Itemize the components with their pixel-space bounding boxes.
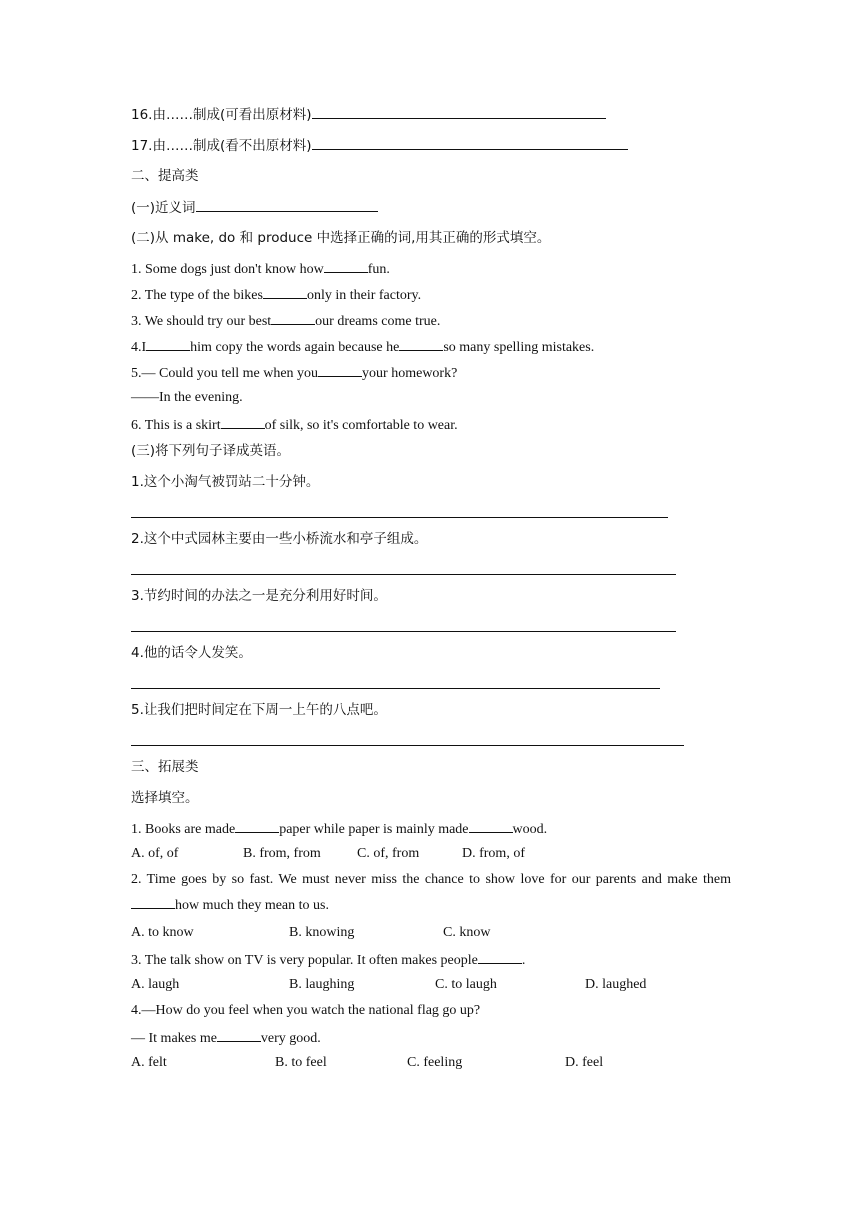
item-16-blank: [312, 105, 606, 119]
translate-5-answer-line: [131, 745, 684, 746]
c1-option-a: A. of, of: [131, 846, 179, 861]
translate-1-answer-line: [131, 517, 668, 518]
c3-text-a: 3. The talk show on TV is very popular. It often makes people: [131, 953, 478, 968]
section-3-instruction: 选择填空。: [131, 790, 199, 806]
c1-option-c: C. of, from: [357, 846, 420, 861]
q3-text-a: 3. We should try our best: [131, 314, 272, 329]
fill-question-6: [131, 415, 458, 435]
c3-option-c: C. to laugh: [435, 977, 497, 992]
c3-blank: [478, 950, 522, 964]
c4-option-a: A. felt: [131, 1055, 167, 1070]
part-3-instruction: (三)将下列句子译成英语。: [131, 443, 291, 459]
q3-blank: [271, 311, 315, 325]
q5-blank: [318, 363, 362, 377]
synonym-item: [131, 198, 378, 217]
c4-option-b: B. to feel: [275, 1055, 327, 1070]
q6-blank: [221, 415, 265, 429]
c2-text-b: how much they mean to us.: [175, 898, 329, 913]
item-17-blank: [312, 136, 628, 150]
q5-text-b: your homework?: [362, 366, 458, 381]
c1-blank-2: [469, 819, 513, 833]
translate-4-answer-line: [131, 688, 660, 689]
c3-text-b: .: [521, 953, 526, 968]
c1-option-b: B. from, from: [243, 846, 321, 861]
item-16-text: 16.由……制成(可看出原材料): [131, 107, 312, 123]
choice-question-4-reply: [131, 1028, 321, 1048]
q1-text-b: fun.: [367, 262, 390, 277]
c1-text-a: 1. Books are made: [131, 822, 236, 837]
c2-option-a: A. to know: [131, 925, 194, 940]
c2-text-a: 2. Time goes by so fast. We must never miss the chance to show love for our parents and make them: [131, 872, 731, 887]
c1-blank-1: [235, 819, 279, 833]
q2-text-b: only in their factory.: [306, 288, 422, 303]
c4-blank: [217, 1028, 261, 1042]
translate-5: 5.让我们把时间定在下周一上午的八点吧。: [131, 702, 387, 718]
c3-option-d: D. laughed: [585, 977, 647, 992]
choice-question-1: [131, 819, 547, 839]
section-2-heading: 二、提高类: [131, 168, 199, 184]
translate-2-answer-line: [131, 574, 676, 575]
choice-question-2: [131, 867, 731, 919]
q4-text-c: so many spelling mistakes.: [443, 340, 595, 355]
q5-text-a: 5.— Could you tell me when you: [131, 366, 319, 381]
section-3-heading: 三、拓展类: [131, 759, 199, 775]
q3-text-b: our dreams come true.: [315, 314, 441, 329]
choice-question-4: 4.—How do you feel when you watch the national flag go up?: [131, 1003, 481, 1018]
choice-question-3: [131, 950, 525, 970]
translate-3-answer-line: [131, 631, 676, 632]
fill-question-5-answer: ——In the evening.: [131, 390, 243, 405]
q4-blank-2: [399, 337, 443, 351]
q4-text-a: 4.I: [131, 340, 147, 355]
q6-text-a: 6. This is a skirt: [131, 418, 221, 433]
c4-option-d: D. feel: [565, 1055, 604, 1070]
c2-option-c: C. know: [443, 925, 491, 940]
c2-blank: [131, 895, 175, 909]
c4-text-c: very good.: [260, 1031, 321, 1046]
fill-question-3: [131, 311, 440, 331]
c2-option-b: B. knowing: [289, 925, 355, 940]
fill-question-1: [131, 259, 390, 279]
fill-question-4: [131, 337, 594, 357]
c1-text-c: wood.: [512, 822, 548, 837]
c4-option-c: C. feeling: [407, 1055, 463, 1070]
translate-2: 2.这个中式园林主要由一些小桥流水和亭子组成。: [131, 531, 428, 547]
item-16: [131, 105, 606, 124]
q1-text-a: 1. Some dogs just don't know how: [131, 262, 324, 277]
synonym-label: (一)近义词: [131, 200, 196, 216]
c1-option-d: D. from, of: [462, 846, 525, 861]
fill-question-2: [131, 285, 421, 305]
translate-4: 4.他的话令人发笑。: [131, 645, 252, 661]
c4-text-b: — It makes me: [131, 1031, 217, 1046]
q4-blank-1: [146, 337, 190, 351]
synonym-blank: [196, 198, 378, 212]
q4-text-b: him copy the words again because he: [190, 340, 400, 355]
fill-question-5: [131, 363, 457, 383]
c3-option-b: B. laughing: [289, 977, 355, 992]
translate-3: 3.节约时间的办法之一是充分利用好时间。: [131, 588, 387, 604]
q6-text-b: of silk, so it's comfortable to wear.: [264, 418, 458, 433]
part-2-instruction: (二)从 make, do 和 produce 中选择正确的词,用其正确的形式填空。: [131, 230, 551, 246]
q2-text-a: 2. The type of the bikes: [131, 288, 263, 303]
q2-blank: [263, 285, 307, 299]
c1-text-b: paper while paper is mainly made: [279, 822, 469, 837]
c3-option-a: A. laugh: [131, 977, 180, 992]
q1-blank: [324, 259, 368, 273]
item-17: [131, 136, 628, 155]
item-17-text: 17.由……制成(看不出原材料): [131, 138, 312, 154]
translate-1: 1.这个小淘气被罚站二十分钟。: [131, 474, 320, 490]
